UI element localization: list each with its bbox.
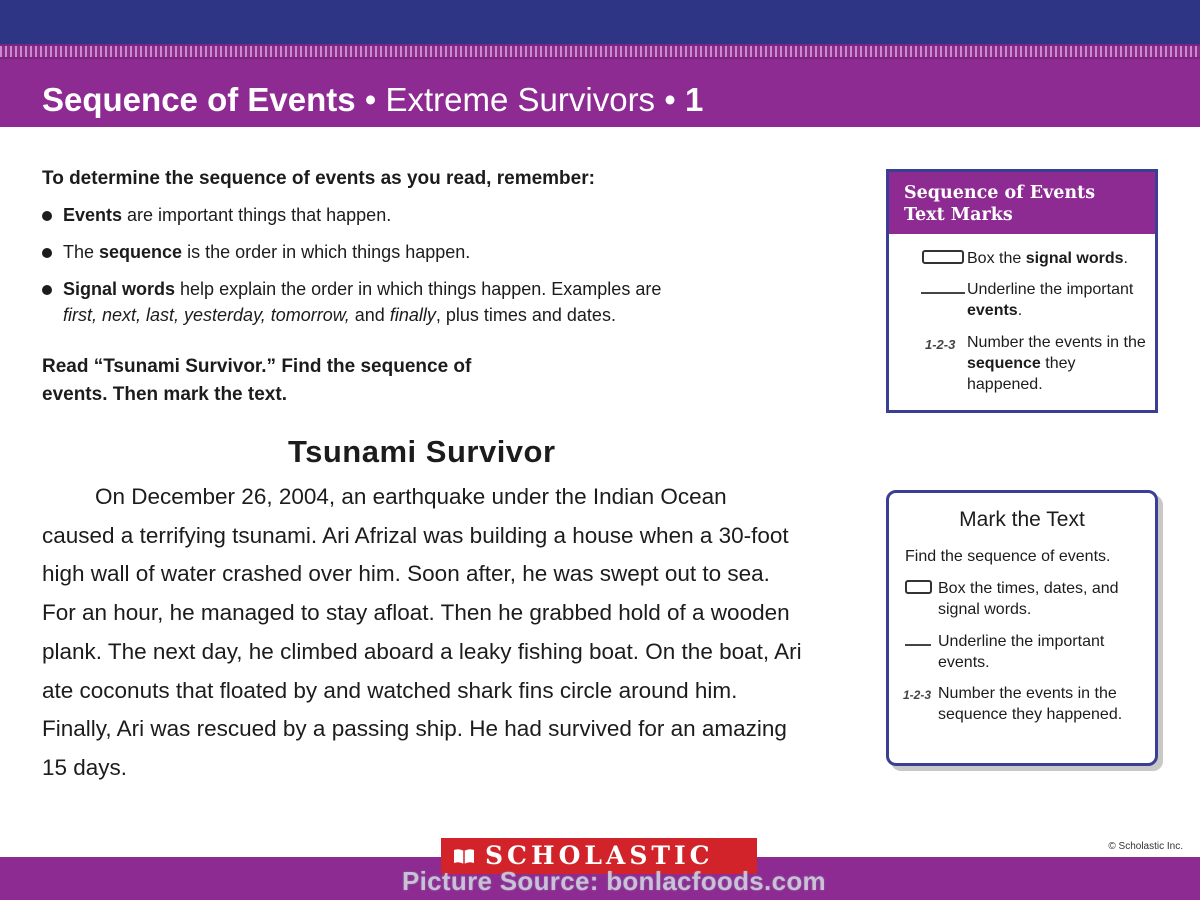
page-title (42, 80, 703, 120)
text-mark-label (967, 279, 1153, 321)
intro-bullet-list (42, 202, 762, 339)
bullet-and: and (349, 305, 390, 325)
logo-text: SCHOLASTIC (485, 841, 714, 870)
top-color-band (0, 0, 1200, 44)
underline-mark-icon (905, 644, 931, 646)
page-number: 1 (684, 81, 704, 118)
bullet-term: sequence (99, 242, 183, 262)
mark-the-text-title: Mark the Text (959, 508, 1085, 531)
bullet-sequence (42, 239, 762, 265)
text-mark-label (967, 248, 1153, 269)
story-title: Tsunami Survivor (288, 434, 556, 469)
page-title-separator-2: • (655, 81, 685, 118)
number-mark-icon: 1-2-3 (903, 688, 932, 702)
text-mark-label-bold: signal words (1025, 250, 1124, 267)
decorative-ruler-strip (0, 44, 1200, 59)
reading-instruction: Read “Tsunami Survivor.” Find the sequence of events. Then mark the text. (42, 356, 472, 405)
bullet-dot-icon (42, 248, 52, 258)
text-mark-label-bold: events (967, 302, 1018, 319)
bullet-examples: first, next, last, yesterday, tomorrow, (63, 305, 350, 325)
mark-row-label: Underline the important events. (938, 633, 1105, 671)
text-mark-label-pre: Number the events in the (967, 334, 1146, 351)
copyright-notice: © Scholastic Inc. (1108, 841, 1183, 852)
text-mark-label-bold: sequence (967, 355, 1041, 372)
page-title-subtitle: Extreme Survivors (385, 81, 656, 118)
bullet-tail: , plus times and dates. (435, 305, 616, 325)
picture-source-watermark: Picture Source: bonlacfoods.com (402, 866, 826, 896)
bullet-prefix: The (63, 242, 100, 262)
bullet-text: are important things that happen. (122, 205, 392, 225)
story-text: On December 26, 2004, an earthquake under the Indian Ocean caused a terrifying tsunami. Ari Afrizal was building a house when a 30-foot high wall of water crashed over him. Soon after, he was swept out to sea. For an hour, he managed to stay afloat. Then he grabbed hold of a wooden plank. The next day, he climbed aboard a leaky fishing boat. On the boat, Ari ate coconuts that floated by and watched shark fins circle around him. Finally, Ari was rescued by a passing ship. He had survived for an amazing 15 days. (42, 484, 802, 780)
bullet-dot-icon (42, 211, 52, 221)
bullet-signal-words (42, 276, 762, 328)
mark-row-label: Box the times, dates, and signal words. (938, 580, 1119, 618)
text-mark-label-pre: Underline the important (967, 281, 1134, 298)
text-marks-box-title: Sequence of Events Text Marks (889, 172, 1155, 234)
mark-the-text-box (886, 490, 1158, 766)
bullet-term: Signal words (63, 279, 176, 299)
page-title-separator: • (355, 81, 386, 118)
text-mark-label-post: . (1123, 250, 1128, 267)
bullet-text: is the order in which things happen. (182, 242, 471, 262)
number-mark-icon: 1-2-3 (925, 337, 956, 352)
text-mark-label (967, 332, 1153, 395)
text-mark-label-post: . (1017, 302, 1023, 319)
intro-heading: To determine the sequence of events as you read, remember: (42, 168, 595, 189)
box-mark-icon (905, 580, 932, 594)
bullet-dot-icon (42, 285, 52, 295)
text-mark-label-pre: Box the (967, 250, 1026, 267)
bullet-text: help explain the order in which things happen. Examples are (175, 279, 662, 299)
bullet-events (42, 202, 762, 228)
book-icon (453, 847, 475, 865)
bullet-last-example: finally (389, 305, 436, 325)
box-mark-icon (922, 250, 964, 264)
underline-mark-icon (921, 292, 965, 294)
bullet-term: Events (63, 205, 123, 225)
story-body (42, 478, 802, 788)
text-mark-label-post: they happened. (967, 355, 1076, 393)
mark-the-text-intro: Find the sequence of events. (905, 548, 1111, 565)
page-title-main: Sequence of Events (42, 81, 356, 118)
mark-row-label: Number the events in the sequence they happened. (938, 685, 1123, 723)
text-marks-box (886, 169, 1158, 413)
